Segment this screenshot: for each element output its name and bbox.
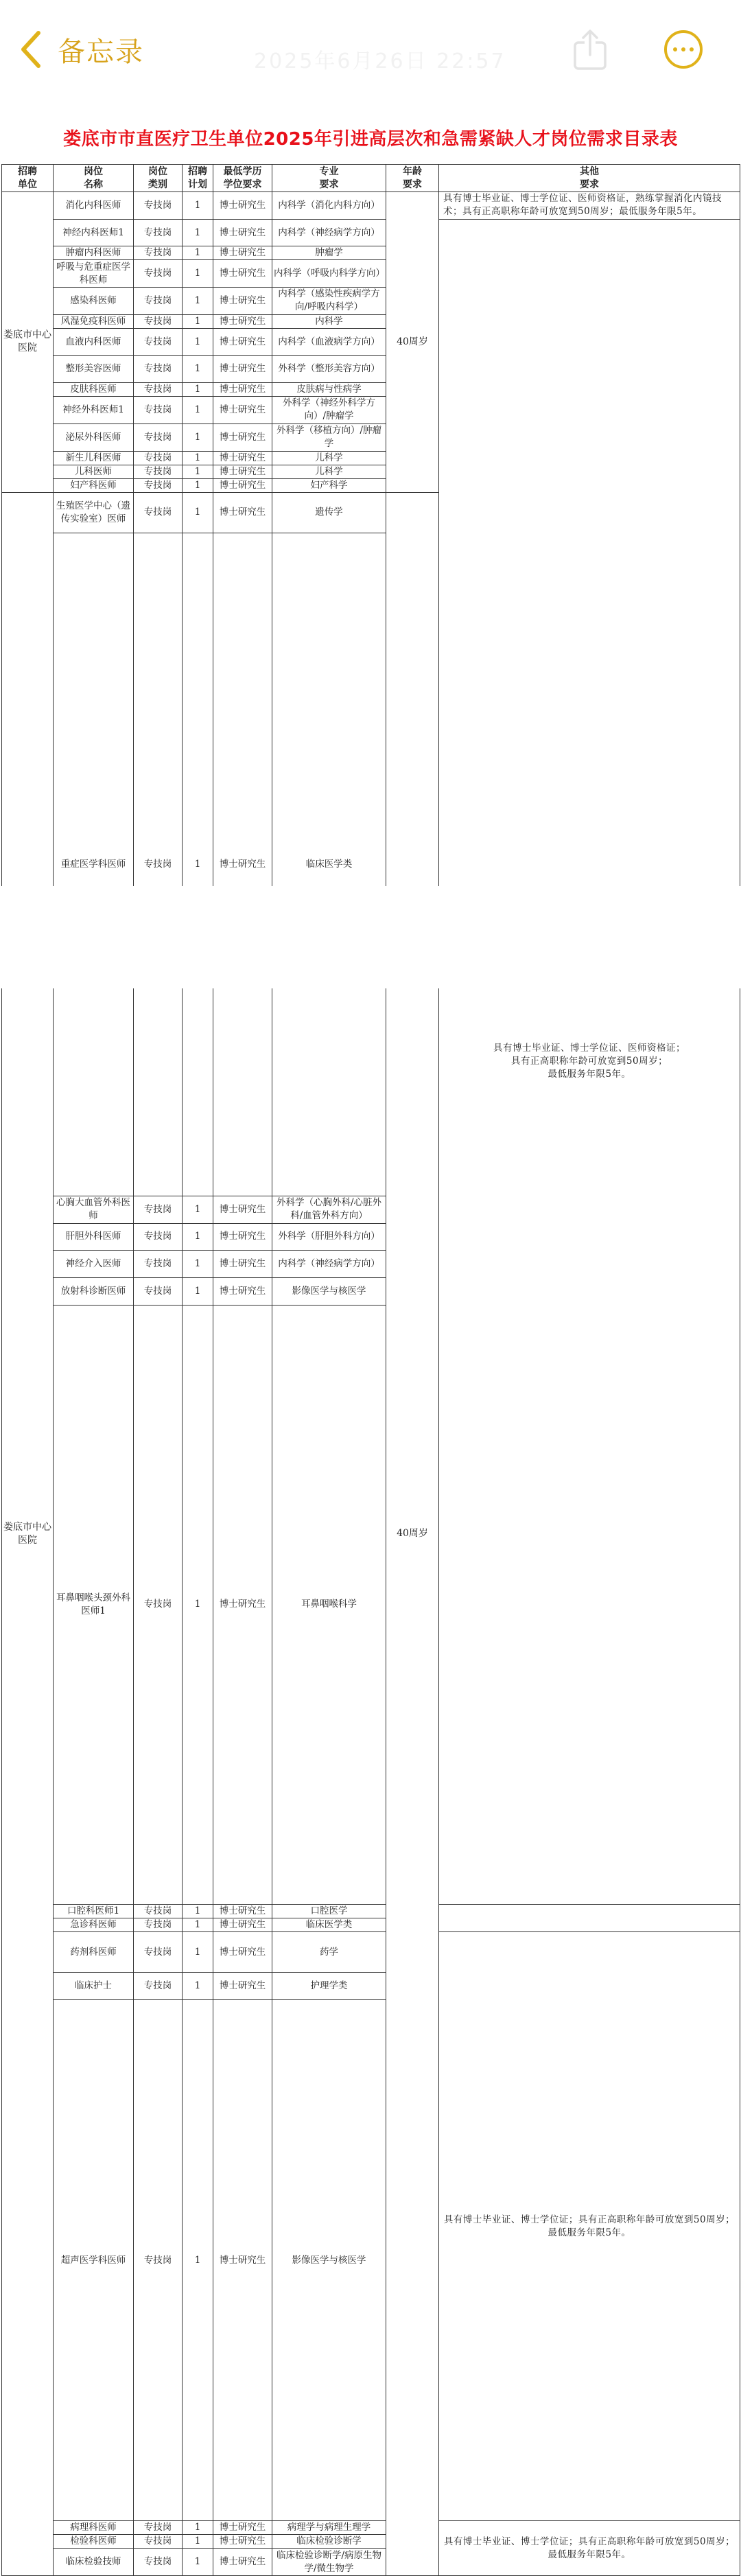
hiring-plan: 1 <box>183 1973 213 2000</box>
degree-requirement: 博士研究生 <box>213 397 272 424</box>
major-requirement: 内科学（血液病学方向） <box>272 328 386 356</box>
position-name: 妇产科医师 <box>54 478 134 492</box>
position-name: 放射科诊断医师 <box>54 1277 134 1305</box>
share-icon <box>571 27 609 71</box>
major-requirement: 妇产科学 <box>272 478 386 492</box>
hiring-plan: 1 <box>183 397 213 424</box>
degree-requirement: 博士研究生 <box>213 1931 272 1973</box>
document-title: 娄底市市直医疗卫生单位2025年引进高层次和急需紧缺人才岗位需求目录表 <box>63 129 678 150</box>
header-text: 专业 <box>319 165 339 177</box>
hiring-plan: 1 <box>183 478 213 492</box>
header-age <box>386 165 439 192</box>
position-type: 专技岗 <box>134 451 183 465</box>
header-degree <box>213 165 272 192</box>
position-name: 耳鼻咽喉头颈外科医师1 <box>54 1305 134 1904</box>
major-requirement: 护理学类 <box>272 1973 386 2000</box>
hiring-plan: 1 <box>183 328 213 356</box>
header-text: 要求 <box>580 178 599 190</box>
header-text: 其他 <box>580 165 599 177</box>
blank-area <box>0 886 741 988</box>
hiring-plan: 1 <box>183 383 213 397</box>
position-type: 专技岗 <box>134 192 183 220</box>
position-name: 神经外科医师1 <box>54 397 134 424</box>
other-requirement: 具有博士毕业证、博士学位证；具有正高职称年龄可放宽到50周岁； 最低服务年限5年。 <box>439 1931 740 2521</box>
major-requirement: 内科学（消化内科方向） <box>272 192 386 220</box>
header-text: 年龄 <box>403 165 422 177</box>
position-type: 专技岗 <box>134 1277 183 1305</box>
position-name: 生殖医学中心（遗传实验室）医师 <box>54 492 134 533</box>
degree-requirement: 博士研究生 <box>213 1973 272 2000</box>
header-text: 单位 <box>18 178 37 190</box>
table-row <box>2 219 740 246</box>
position-name: 临床护士 <box>54 1973 134 2000</box>
header-text: 岗位 <box>84 165 103 177</box>
degree-requirement: 博士研究生 <box>213 1918 272 1931</box>
back-button[interactable] <box>19 27 144 71</box>
hiring-plan: 1 <box>183 1196 213 1223</box>
position-type: 专技岗 <box>134 1196 183 1223</box>
degree-requirement: 博士研究生 <box>213 383 272 397</box>
position-type: 专技岗 <box>134 356 183 383</box>
position-name: 病理科医师 <box>54 2521 134 2535</box>
ellipsis-icon <box>667 47 700 51</box>
degree-requirement: 博士研究生 <box>213 192 272 220</box>
header-other <box>439 165 740 192</box>
table-row <box>2 192 740 220</box>
back-label: 备忘录 <box>58 36 144 68</box>
position-name: 临床检验技师 <box>54 2549 134 2576</box>
age-requirement: 40周岁 <box>386 492 439 2576</box>
position-type: 专技岗 <box>134 1973 183 2000</box>
major-requirement: 儿科学 <box>272 451 386 465</box>
header-type <box>134 165 183 192</box>
header-text: 类别 <box>148 178 167 190</box>
hiring-plan: 1 <box>183 192 213 220</box>
hiring-plan: 1 <box>183 465 213 478</box>
major-requirement: 内科学 <box>272 314 386 328</box>
other-requirement: 具有博士毕业证、博士学位证、医师资格证，熟练掌握消化内镜技术；具有正高职称年龄可放宽到50周岁；最低服务年限5年。 <box>439 192 740 220</box>
hiring-plan: 1 <box>183 1277 213 1305</box>
hiring-plan: 1 <box>183 533 213 1196</box>
header-text: 计划 <box>188 178 207 190</box>
hiring-plan: 1 <box>183 423 213 451</box>
major-requirement: 内科学（呼吸内科学方向） <box>272 260 386 288</box>
header-major <box>272 165 386 192</box>
table-row <box>2 1931 740 1973</box>
position-name: 重症医学科医师 <box>54 533 134 1196</box>
position-type: 专技岗 <box>134 397 183 424</box>
position-type: 专技岗 <box>134 2000 183 2521</box>
degree-requirement: 博士研究生 <box>213 1277 272 1305</box>
position-type: 专技岗 <box>134 492 183 533</box>
header-plan <box>183 165 213 192</box>
major-requirement: 遗传学 <box>272 492 386 533</box>
position-name: 心胸大血管外科医师 <box>54 1196 134 1223</box>
position-type: 专技岗 <box>134 2549 183 2576</box>
header-text: 名称 <box>84 178 103 190</box>
position-type: 专技岗 <box>134 478 183 492</box>
header-unit <box>2 165 54 192</box>
table-row <box>2 1904 740 1918</box>
position-name: 风湿免疫科医师 <box>54 314 134 328</box>
major-requirement: 儿科学 <box>272 465 386 478</box>
degree-requirement: 博士研究生 <box>213 2535 272 2549</box>
hiring-plan: 1 <box>183 2521 213 2535</box>
major-requirement: 内科学（神经病学方向） <box>272 1251 386 1278</box>
position-name: 检验科医师 <box>54 2535 134 2549</box>
header-text: 要求 <box>319 178 339 190</box>
age-requirement: 40周岁 <box>386 192 439 493</box>
major-requirement: 临床医学类 <box>272 1918 386 1931</box>
header-text: 最低学历 <box>223 165 262 177</box>
position-name: 神经内科医师1 <box>54 219 134 246</box>
header-text: 要求 <box>403 178 422 190</box>
hiring-plan: 1 <box>183 288 213 315</box>
position-name: 口腔科医师1 <box>54 1904 134 1918</box>
degree-requirement: 博士研究生 <box>213 465 272 478</box>
position-type: 专技岗 <box>134 328 183 356</box>
major-requirement: 肿瘤学 <box>272 246 386 260</box>
table-row <box>2 1918 740 1931</box>
major-requirement: 临床检验诊断学 <box>272 2535 386 2549</box>
degree-requirement: 博士研究生 <box>213 423 272 451</box>
position-name: 呼吸与危重症医学科医师 <box>54 260 134 288</box>
hiring-plan: 1 <box>183 1305 213 1904</box>
position-type: 专技岗 <box>134 288 183 315</box>
position-type: 专技岗 <box>134 465 183 478</box>
position-type: 专技岗 <box>134 219 183 246</box>
position-type: 专技岗 <box>134 246 183 260</box>
position-type: 专技岗 <box>134 533 183 1196</box>
position-type: 专技岗 <box>134 423 183 451</box>
position-type: 专技岗 <box>134 2535 183 2549</box>
position-name: 血液内科医师 <box>54 328 134 356</box>
degree-requirement: 博士研究生 <box>213 2521 272 2535</box>
position-name: 急诊科医师 <box>54 1918 134 1931</box>
hiring-plan: 1 <box>183 2000 213 2521</box>
position-type: 专技岗 <box>134 1931 183 1973</box>
major-requirement: 口腔医学 <box>272 1904 386 1918</box>
degree-requirement: 博士研究生 <box>213 314 272 328</box>
header-text: 招聘 <box>18 165 37 177</box>
header-position <box>54 165 134 192</box>
degree-requirement: 博士研究生 <box>213 1223 272 1251</box>
hiring-plan: 1 <box>183 219 213 246</box>
hiring-plan: 1 <box>183 1918 213 1931</box>
degree-requirement: 博士研究生 <box>213 356 272 383</box>
position-type: 专技岗 <box>134 1305 183 1904</box>
major-requirement: 外科学（心胸外科/心脏外科/血管外科方向） <box>272 1196 386 1223</box>
job-requirements-table <box>1 164 740 2576</box>
position-name: 泌尿外科医师 <box>54 423 134 451</box>
hiring-plan: 1 <box>183 1931 213 1973</box>
hiring-plan: 1 <box>183 1904 213 1918</box>
position-name: 感染科医师 <box>54 288 134 315</box>
position-name: 肿瘤内科医师 <box>54 246 134 260</box>
hiring-plan: 1 <box>183 246 213 260</box>
major-requirement: 药学 <box>272 1931 386 1973</box>
position-type: 专技岗 <box>134 383 183 397</box>
position-type: 专技岗 <box>134 1904 183 1918</box>
degree-requirement: 博士研究生 <box>213 2000 272 2521</box>
header-text: 学位要求 <box>223 178 262 190</box>
other-requirement: 具有博士毕业证、博士学位证、医师资格证； 具有正高职称年龄可放宽到50周岁； 最低服务年限5年。 <box>439 219 740 1904</box>
hiring-plan: 1 <box>183 2535 213 2549</box>
position-type: 专技岗 <box>134 314 183 328</box>
other-requirement: 具有博士毕业证、博士学位证；具有正高职称年龄可放宽到50周岁；最低服务年限5年。 <box>439 2521 740 2576</box>
major-requirement: 外科学（肝胆外科方向） <box>272 1223 386 1251</box>
faded-timestamp: 2025年6月26日 22:57 <box>254 49 506 73</box>
degree-requirement: 博士研究生 <box>213 260 272 288</box>
position-name: 肝胆外科医师 <box>54 1223 134 1251</box>
position-name: 消化内科医师 <box>54 192 134 220</box>
share-button[interactable] <box>571 27 609 71</box>
unit-cell: 娄底市中心医院 <box>2 192 54 493</box>
hiring-plan: 1 <box>183 260 213 288</box>
hiring-plan: 1 <box>183 1251 213 1278</box>
major-requirement: 皮肤病与性病学 <box>272 383 386 397</box>
degree-requirement: 博士研究生 <box>213 492 272 533</box>
major-requirement: 内科学（神经病学方向） <box>272 219 386 246</box>
major-requirement: 内科学（感染性疾病学方向/呼吸内科学） <box>272 288 386 315</box>
major-requirement: 外科学（神经外科学方向）/肿瘤学 <box>272 397 386 424</box>
degree-requirement: 博士研究生 <box>213 328 272 356</box>
hiring-plan: 1 <box>183 314 213 328</box>
position-type: 专技岗 <box>134 2521 183 2535</box>
major-requirement: 外科学（整形美容方向） <box>272 356 386 383</box>
position-type: 专技岗 <box>134 1918 183 1931</box>
position-name: 超声医学科医师 <box>54 2000 134 2521</box>
major-requirement: 外科学（移植方向）/肿瘤学 <box>272 423 386 451</box>
major-requirement: 临床医学类 <box>272 533 386 1196</box>
top-bar <box>0 0 741 96</box>
degree-requirement: 博士研究生 <box>213 1904 272 1918</box>
position-name: 儿科医师 <box>54 465 134 478</box>
major-requirement: 影像医学与核医学 <box>272 1277 386 1305</box>
degree-requirement: 博士研究生 <box>213 2549 272 2576</box>
degree-requirement: 博士研究生 <box>213 533 272 1196</box>
major-requirement: 临床检验诊断学/病原生物学/微生物学 <box>272 2549 386 2576</box>
major-requirement: 耳鼻咽喉科学 <box>272 1305 386 1904</box>
hiring-plan: 1 <box>183 1223 213 1251</box>
unit-cell: 娄底市中心医院 <box>2 492 54 2576</box>
major-requirement: 病理学与病理生理学 <box>272 2521 386 2535</box>
major-requirement: 影像医学与核医学 <box>272 2000 386 2521</box>
position-name: 皮肤科医师 <box>54 383 134 397</box>
hiring-plan: 1 <box>183 492 213 533</box>
degree-requirement: 博士研究生 <box>213 451 272 465</box>
position-type: 专技岗 <box>134 1251 183 1278</box>
table-row <box>2 2521 740 2535</box>
hiring-plan: 1 <box>183 2549 213 2576</box>
position-type: 专技岗 <box>134 260 183 288</box>
degree-requirement: 博士研究生 <box>213 1196 272 1223</box>
table-header-row <box>2 165 740 192</box>
degree-requirement: 博士研究生 <box>213 288 272 315</box>
hiring-plan: 1 <box>183 356 213 383</box>
hiring-plan: 1 <box>183 451 213 465</box>
position-name: 药剂科医师 <box>54 1931 134 1973</box>
position-name: 整形美容医师 <box>54 356 134 383</box>
chevron-left-icon <box>19 30 43 69</box>
position-name: 神经介入医师 <box>54 1251 134 1278</box>
degree-requirement: 博士研究生 <box>213 219 272 246</box>
header-text: 岗位 <box>148 165 167 177</box>
more-options-button[interactable] <box>664 30 703 69</box>
position-type: 专技岗 <box>134 1223 183 1251</box>
degree-requirement: 博士研究生 <box>213 1251 272 1278</box>
degree-requirement: 博士研究生 <box>213 478 272 492</box>
header-text: 招聘 <box>188 165 207 177</box>
degree-requirement: 博士研究生 <box>213 246 272 260</box>
degree-requirement: 博士研究生 <box>213 1305 272 1904</box>
position-name: 新生儿科医师 <box>54 451 134 465</box>
